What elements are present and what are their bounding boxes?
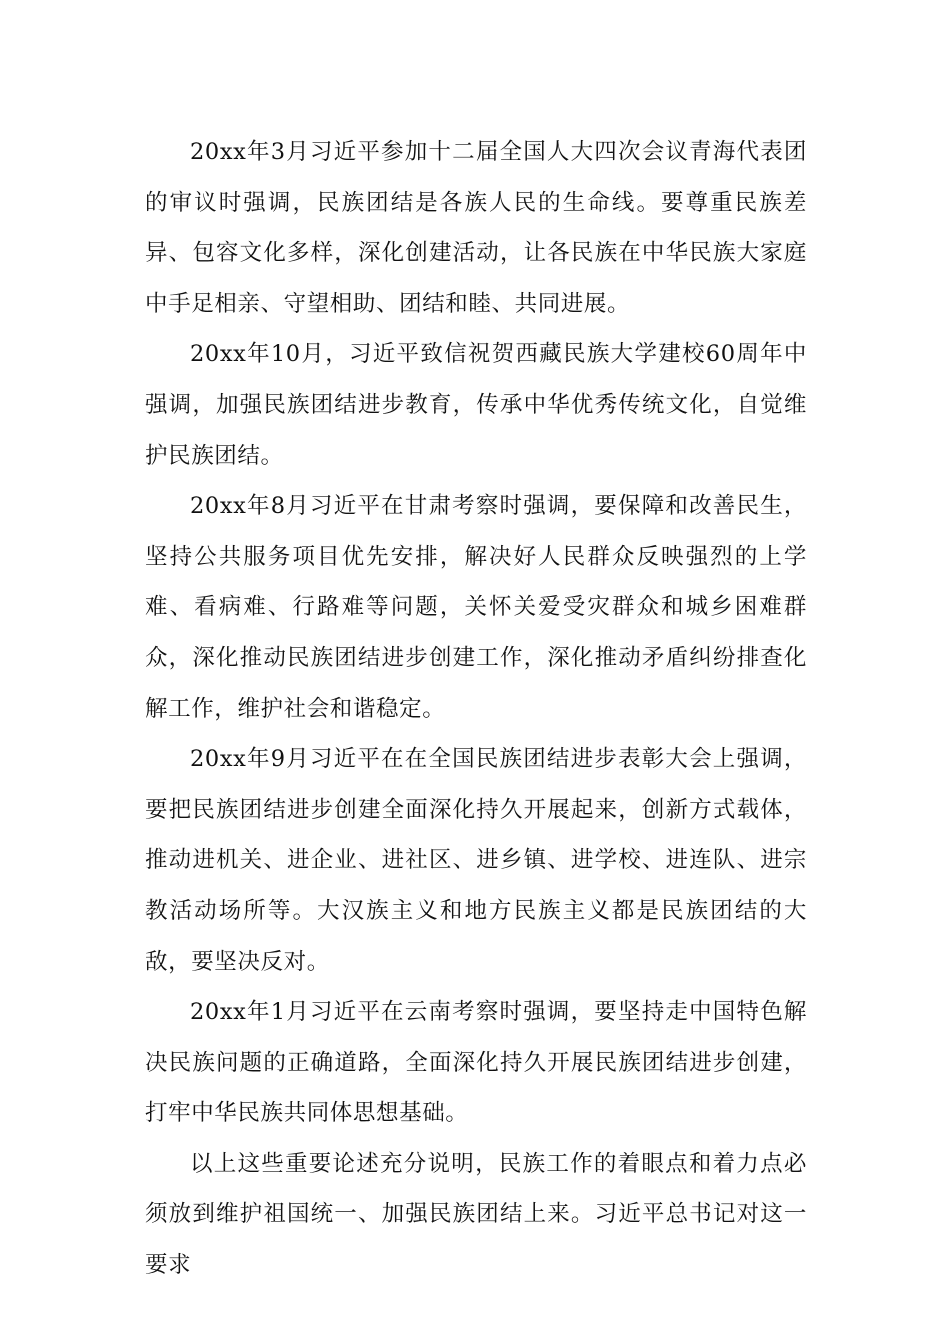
paragraph-6: 以上这些重要论述充分说明，民族工作的着眼点和着力点必须放到维护祖国统一、加强民族团结上来。习近平总书记对这一要求 [145, 1150, 807, 1279]
paragraph-5: 20xx年1月习近平在云南考察时强调，要坚持走中国特色解决民族问题的正确道路，全面深化持久开展民族团结进步创建，打牢中华民族共同体思想基础。 [145, 999, 807, 1127]
document-body [145, 127, 807, 1291]
paragraph-2: 20xx年10月，习近平致信祝贺西藏民族大学建校60周年中强调，加强民族团结进步教育，传承中华优秀传统文化，自觉维护民族团结。 [145, 341, 807, 469]
paragraph-1: 20xx年3月习近平参加十二届全国人大四次会议青海代表团的审议时强调，民族团结是各族人民的生命线。要尊重民族差异、包容文化多样，深化创建活动，让各民族在中华民族大家庭中手足相亲、守望相助、团结和睦、共同进展。 [145, 139, 807, 317]
paragraph-4: 20xx年9月习近平在在全国民族团结进步表彰大会上强调，要把民族团结进步创建全面深化持久开展起来，创新方式载体，推动进机关、进企业、进社区、进乡镇、进学校、进连队、进宗教活动场所等。大汉族主义和地方民族主义都是民族团结的大敌，要坚决反对。 [145, 746, 807, 975]
paragraph-3: 20xx年8月习近平在甘肃考察时强调，要保障和改善民生，坚持公共服务项目优先安排，解决好人民群众反映强烈的上学难、看病难、行路难等问题，关怀关爱受灾群众和城乡困难群众，深化推动民族团结进步创建工作，深化推动矛盾纠纷排查化解工作，维护社会和谐稳定。 [145, 493, 807, 722]
